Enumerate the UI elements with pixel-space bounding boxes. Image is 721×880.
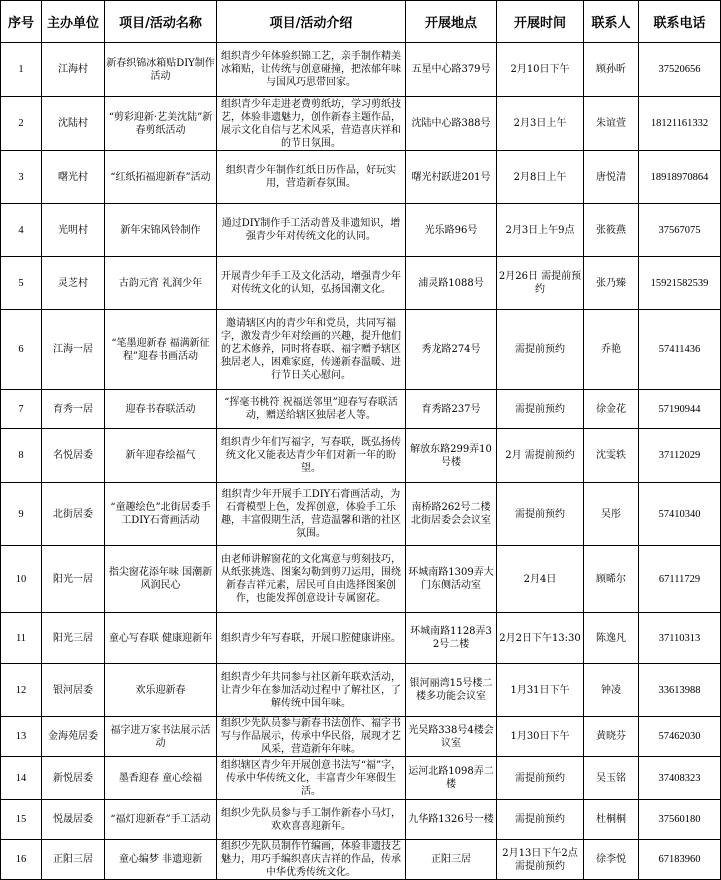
table-row xyxy=(1,664,721,717)
cell-name: 新年宋锦风铃制作 xyxy=(105,204,217,257)
cell-intro: 组织青少年走进老费剪纸坊，学习剪纸技艺，体验非遗魅力，创作新春主题作品，展示文化自信与艺术风采，营造喜庆祥和的节日氛围。 xyxy=(217,97,406,151)
cell-no: 9 xyxy=(1,483,42,546)
cell-contact: 徐金花 xyxy=(584,390,639,429)
cell-intro: 组织青少年制作红纸日历作品，好玩实用，营造新春氛围。 xyxy=(217,151,406,204)
cell-time: 2月2日下午13:30 xyxy=(497,613,584,664)
cell-time: 2月4日 xyxy=(497,546,584,613)
cell-no: 14 xyxy=(1,757,42,800)
cell-intro: 组织青少年写春联，开展口腔健康讲座。 xyxy=(217,613,406,664)
cell-intro: 组织少先队员制作竹编画，体验非遗技艺魅力，用巧手编织喜庆吉祥的作品，传承中华优秀传统文化。 xyxy=(217,840,406,880)
cell-contact: 唐悦清 xyxy=(584,151,639,204)
cell-name: 新春织锦冰箱贴DIY制作活动 xyxy=(105,43,217,97)
cell-name: “剪彩迎新·艺美沈陆”新春剪纸活动 xyxy=(105,97,217,151)
cell-no: 8 xyxy=(1,429,42,483)
cell-contact: 黄晓芬 xyxy=(584,717,639,757)
cell-place: 九华路1326号一楼 xyxy=(406,800,497,840)
cell-intro: 组织青少年共同参与社区新年联欢活动，让青少年在参加活动过程中了解社区，了解传统中国年味。 xyxy=(217,664,406,717)
cell-name: “福灯迎新春”手工活动 xyxy=(105,800,217,840)
table-row xyxy=(1,429,721,483)
cell-intro: 通过DIY制作手工活动普及非遗知识，增强青少年对传统文化的认同。 xyxy=(217,204,406,257)
cell-phone: 57411436 xyxy=(639,310,721,390)
cell-phone: 15921582539 xyxy=(639,257,721,310)
cell-time: 2月 需提前预约 xyxy=(497,429,584,483)
cell-no: 3 xyxy=(1,151,42,204)
cell-contact: 吴玉铭 xyxy=(584,757,639,800)
header-place: 开展地点 xyxy=(406,1,497,43)
cell-phone: 37520656 xyxy=(639,43,721,97)
cell-org: 育秀一居 xyxy=(42,390,105,429)
cell-time: 1月30日下午 xyxy=(497,717,584,757)
cell-place: 秀龙路274号 xyxy=(406,310,497,390)
header-intro: 项目/活动介绍 xyxy=(217,1,406,43)
table-row xyxy=(1,717,721,757)
table-row xyxy=(1,257,721,310)
cell-time: 需提前预约 xyxy=(497,310,584,390)
cell-phone: 37112029 xyxy=(639,429,721,483)
table-row xyxy=(1,310,721,390)
table-row xyxy=(1,800,721,840)
cell-name: 童心编梦 非遗迎新 xyxy=(105,840,217,880)
cell-intro: 开展青少年手工及文化活动，增强青少年对传统文化的认知，弘扬国潮文化。 xyxy=(217,257,406,310)
cell-phone: 18918970864 xyxy=(639,151,721,204)
table-row xyxy=(1,390,721,429)
cell-phone: 57462030 xyxy=(639,717,721,757)
cell-no: 15 xyxy=(1,800,42,840)
cell-place: 南桥路262号二楼北街居委会会议室 xyxy=(406,483,497,546)
table-body xyxy=(1,43,721,880)
cell-intro: 组织少先队员参与新春书法创作、福字书写与作品展示，传承中华民俗，展现才艺风采，营造新年年味。 xyxy=(217,717,406,757)
cell-org: 灵芝村 xyxy=(42,257,105,310)
header-name: 项目/活动名称 xyxy=(105,1,217,43)
header-time: 开展时间 xyxy=(497,1,584,43)
cell-time: 需提前预约 xyxy=(497,483,584,546)
cell-phone: 37560180 xyxy=(639,800,721,840)
table-row xyxy=(1,43,721,97)
cell-org: 光明村 xyxy=(42,204,105,257)
cell-name: 指尖窗花添年味 国潮新风润民心 xyxy=(105,546,217,613)
cell-phone: 57190944 xyxy=(639,390,721,429)
cell-org: 江海一居 xyxy=(42,310,105,390)
cell-place: 沈陆中心路388号 xyxy=(406,97,497,151)
cell-place: 浦灵路1088号 xyxy=(406,257,497,310)
cell-contact: 陈逸凡 xyxy=(584,613,639,664)
cell-contact: 顾孙昕 xyxy=(584,43,639,97)
cell-contact: 沈雯轶 xyxy=(584,429,639,483)
cell-contact: 乔艳 xyxy=(584,310,639,390)
cell-place: 银河丽湾15号楼二楼多功能会议室 xyxy=(406,664,497,717)
cell-place: 正阳三居 xyxy=(406,840,497,880)
cell-intro: 组织青少年们写福字，写春联，既弘扬传统文化又能表达青少年们对新一年的盼望。 xyxy=(217,429,406,483)
cell-org: 金海苑居委 xyxy=(42,717,105,757)
cell-name: 迎春书春联活动 xyxy=(105,390,217,429)
cell-name: “童趣绘色”北街居委手工DIY石膏画活动 xyxy=(105,483,217,546)
cell-no: 6 xyxy=(1,310,42,390)
cell-phone: 37567075 xyxy=(639,204,721,257)
cell-contact: 吴彤 xyxy=(584,483,639,546)
cell-time: 2月26日 需提前预约 xyxy=(497,257,584,310)
cell-time: 2月3日上午9点 xyxy=(497,204,584,257)
cell-intro: 由老师讲解窗花的文化寓意与剪刻技巧，从纸张挑选、图案勾勒到剪刀运用，围绕新春吉祥元素，居民可自由选择图案创作，也能发挥创意设计专属窗花。 xyxy=(217,546,406,613)
cell-intro: 组织少先队员参与手工制作新春小马灯，欢欢喜喜迎新年。 xyxy=(217,800,406,840)
cell-name: 古韵元宵 礼润少年 xyxy=(105,257,217,310)
cell-org: 江海村 xyxy=(42,43,105,97)
cell-org: 阳光三居 xyxy=(42,613,105,664)
cell-contact: 钟凌 xyxy=(584,664,639,717)
cell-no: 4 xyxy=(1,204,42,257)
cell-contact: 杜桐桐 xyxy=(584,800,639,840)
cell-contact: 顾晞尔 xyxy=(584,546,639,613)
cell-time: 2月13日下午2点 需提前预约 xyxy=(497,840,584,880)
cell-org: 阳光一居 xyxy=(42,546,105,613)
cell-no: 11 xyxy=(1,613,42,664)
cell-name: 欢乐迎新春 xyxy=(105,664,217,717)
cell-no: 5 xyxy=(1,257,42,310)
cell-intro: 组织辖区青少年开展创意书法写“福”字，传承中华传统文化，丰富青少年寒假生活。 xyxy=(217,757,406,800)
cell-no: 16 xyxy=(1,840,42,880)
cell-intro: “挥毫书桃符 祝福送邻里”迎春写春联活动，赠送给辖区独居老人等。 xyxy=(217,390,406,429)
header-row xyxy=(1,1,721,43)
cell-phone: 57410340 xyxy=(639,483,721,546)
cell-org: 新悦居委 xyxy=(42,757,105,800)
header-no: 序号 xyxy=(1,1,42,43)
table-row xyxy=(1,204,721,257)
cell-intro: 组织青少年开展手工DIY石膏画活动，为石膏模型上色，发挥创意，体验手工乐趣，丰富假期生活，营造温馨和谐的社区氛围。 xyxy=(217,483,406,546)
table-row xyxy=(1,613,721,664)
cell-place: 运河北路1098弄二楼 xyxy=(406,757,497,800)
cell-intro: 邀请辖区内的青少年和党员，共同写福字，激发青少年对绘画的兴趣，提升他们的艺术修养，同时将春联、福字赠予辖区独居老人，困难家庭，传递新春温暖、进行节日关心慰问。 xyxy=(217,310,406,390)
cell-org: 正阳三居 xyxy=(42,840,105,880)
cell-contact: 徐李悦 xyxy=(584,840,639,880)
cell-time: 需提前预约 xyxy=(497,757,584,800)
cell-contact: 张乃臻 xyxy=(584,257,639,310)
cell-phone: 33613988 xyxy=(639,664,721,717)
header-phone: 联系电话 xyxy=(639,1,721,43)
cell-org: 银河居委 xyxy=(42,664,105,717)
cell-time: 需提前预约 xyxy=(497,390,584,429)
cell-phone: 18121161332 xyxy=(639,97,721,151)
cell-name: “红纸拓福迎新春”活动 xyxy=(105,151,217,204)
cell-contact: 朱谊萱 xyxy=(584,97,639,151)
cell-org: 名悦居委 xyxy=(42,429,105,483)
cell-name: 墨香迎春 童心绘福 xyxy=(105,757,217,800)
cell-place: 光吴路338号4楼会议室 xyxy=(406,717,497,757)
cell-name: 童心写春联 健康迎新年 xyxy=(105,613,217,664)
cell-time: 2月8日上午 xyxy=(497,151,584,204)
cell-contact: 张筱燕 xyxy=(584,204,639,257)
header-contact: 联系人 xyxy=(584,1,639,43)
table-row xyxy=(1,840,721,880)
cell-name: “笔墨迎新春 福满新征程”迎春书画活动 xyxy=(105,310,217,390)
cell-phone: 37408323 xyxy=(639,757,721,800)
cell-time: 2月10日下午 xyxy=(497,43,584,97)
cell-intro: 组织青少年体验织锦工艺，亲手制作精美冰箱贴，让传统与创意碰撞，把浓郁年味与国风巧思带回家。 xyxy=(217,43,406,97)
cell-no: 7 xyxy=(1,390,42,429)
table-row xyxy=(1,546,721,613)
cell-org: 沈陆村 xyxy=(42,97,105,151)
header-org: 主办单位 xyxy=(42,1,105,43)
cell-place: 光乐路96号 xyxy=(406,204,497,257)
cell-org: 悦晟居委 xyxy=(42,800,105,840)
table-row xyxy=(1,757,721,800)
cell-place: 育秀路237号 xyxy=(406,390,497,429)
cell-place: 环城南路1128弄32号二楼 xyxy=(406,613,497,664)
cell-place: 五星中心路379号 xyxy=(406,43,497,97)
table-row xyxy=(1,483,721,546)
cell-phone: 67183960 xyxy=(639,840,721,880)
cell-place: 解放东路299弄10号楼 xyxy=(406,429,497,483)
cell-no: 13 xyxy=(1,717,42,757)
cell-no: 2 xyxy=(1,97,42,151)
cell-time: 2月3日上午 xyxy=(497,97,584,151)
table-row xyxy=(1,97,721,151)
cell-no: 10 xyxy=(1,546,42,613)
cell-time: 1月31日下午 xyxy=(497,664,584,717)
cell-phone: 37110313 xyxy=(639,613,721,664)
cell-no: 12 xyxy=(1,664,42,717)
cell-phone: 67111729 xyxy=(639,546,721,613)
cell-org: 北街居委 xyxy=(42,483,105,546)
table-row xyxy=(1,151,721,204)
cell-name: 新年迎春绘福气 xyxy=(105,429,217,483)
cell-name: 福字进万家书法展示活动 xyxy=(105,717,217,757)
cell-place: 环城南路1309弄大门东侧活动室 xyxy=(406,546,497,613)
cell-org: 曙光村 xyxy=(42,151,105,204)
cell-place: 曙光村跃进201号 xyxy=(406,151,497,204)
cell-no: 1 xyxy=(1,43,42,97)
cell-time: 需提前预约 xyxy=(497,800,584,840)
